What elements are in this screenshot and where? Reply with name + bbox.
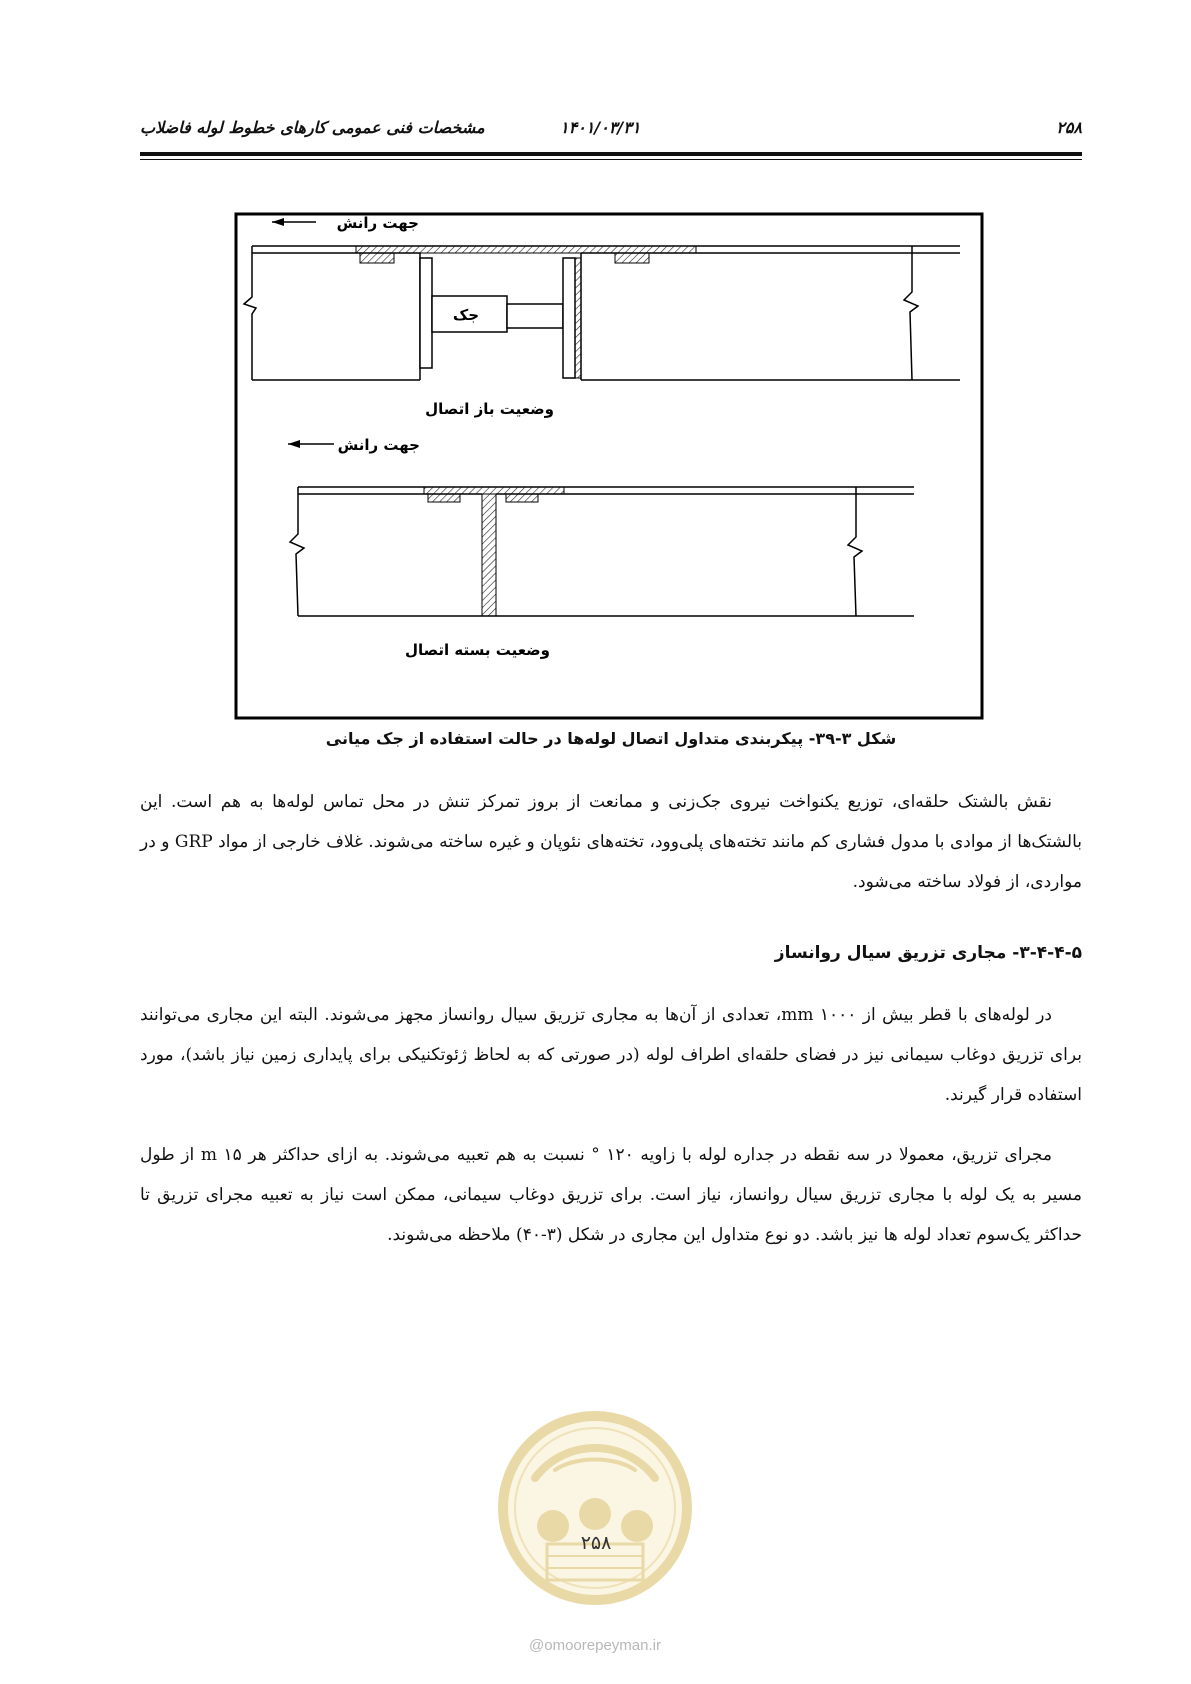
figure-caption: شکل ۳-۳۹- پیکربندی متداول اتصال لوله‌ها در حالت استفاده از جک میانی xyxy=(325,729,897,748)
header-rule-thin xyxy=(140,159,1082,160)
jack-label: جک xyxy=(452,306,480,324)
packer-ring xyxy=(428,494,460,502)
stamp-page-number: ۲۵۸ xyxy=(580,1532,612,1554)
jack-plate xyxy=(420,258,432,368)
packer-ring xyxy=(506,494,538,502)
closed-state-label: وضعیت بسته اتصال xyxy=(404,641,550,659)
stamp-website: @omoorepeyman.ir xyxy=(529,1637,661,1654)
jack-plate xyxy=(563,258,575,378)
header-title: مشخصات فنی عمومی کارهای خطوط لوله فاضلاب xyxy=(140,118,485,137)
packer-ring xyxy=(615,253,649,263)
closed-joint-diagram xyxy=(288,436,914,659)
pipe-joint-diagram xyxy=(234,212,984,720)
section-heading: ۳-۴-۴-۵- مجاری تزریق سیال روانساز xyxy=(774,943,1082,963)
packer-ring xyxy=(360,253,394,263)
open-joint-diagram xyxy=(244,214,960,418)
outer-sleeve xyxy=(424,487,564,494)
page-header xyxy=(140,118,1082,144)
jack-piston xyxy=(507,304,563,328)
bottom-thrust-label: جهت رانش xyxy=(337,436,420,454)
break-line xyxy=(290,487,304,616)
header-date: ۱۴۰۱/۰۳/۳۱ xyxy=(560,118,641,137)
thrust-arrowhead xyxy=(272,218,284,226)
figure-frame xyxy=(236,214,982,718)
top-thrust-label: جهت رانش xyxy=(336,214,419,232)
break-line xyxy=(848,487,862,616)
open-state-label: وضعیت باز اتصال xyxy=(425,400,554,418)
thrust-arrowhead xyxy=(288,440,300,448)
paragraph-2: در لوله‌های با قطر بیش از mm ۱۰۰۰، تعدادی از آن‌ها به مجاری تزریق سیال روانساز مجهز می‌شوند. البته این مجاری می‌توانند برای تزریق دوغاب سیمانی نیز در فضای حلقه‌ای اطراف لوله (در صورتی که به لحاظ ژئوتکنیکی برای پایداری زمین نیاز باشد)، مورد استفاده قرار گیرند. xyxy=(140,1005,1082,1105)
break-line xyxy=(244,246,256,380)
packer-ring xyxy=(575,258,581,378)
paragraph-1: نقش بالشتک حلقه‌ای، توزیع یکنواخت نیروی جک‌زنی و ممانعت از بروز تمرکز تنش در محل تماس لوله‌ها به هم است. این بالشتک‌ها از موادی با مدول فشاری کم مانند تخته‌های پلی‌وود، تخته‌های نئوپان و غیره ساخته می‌شوند. غلاف خارجی از مواد GRP و در مواردی، از فولاد ساخته می‌شود. xyxy=(140,792,1083,892)
packer-ring xyxy=(482,494,496,616)
paragraph-3: مجرای تزریق، معمولا در سه نقطه در جداره لوله با زاویه ۱۲۰ ° نسبت به هم تعبیه می‌شوند. به ازای حداکثر هر ۱۵ m از طول مسیر به یک لوله با مجاری تزریق سیال روانساز، نیاز است. برای تزریق دوغاب سیمانی، ممکن است نیاز به تعبیه مجرای تزریق تا حداکثر یک‌سوم تعداد لوله ها نیز باشد. دو نوع متداول این مجاری در شکل (۳-۴۰) ملاحظه می‌شوند. xyxy=(140,1145,1082,1245)
break-line xyxy=(904,246,918,380)
header-rule-thick xyxy=(140,152,1082,156)
outer-sleeve xyxy=(356,246,696,253)
header-page-number: ۲۵۸ xyxy=(1056,118,1082,137)
pipe-joint-figure xyxy=(234,212,984,720)
publisher-stamp-watermark xyxy=(495,1408,695,1608)
